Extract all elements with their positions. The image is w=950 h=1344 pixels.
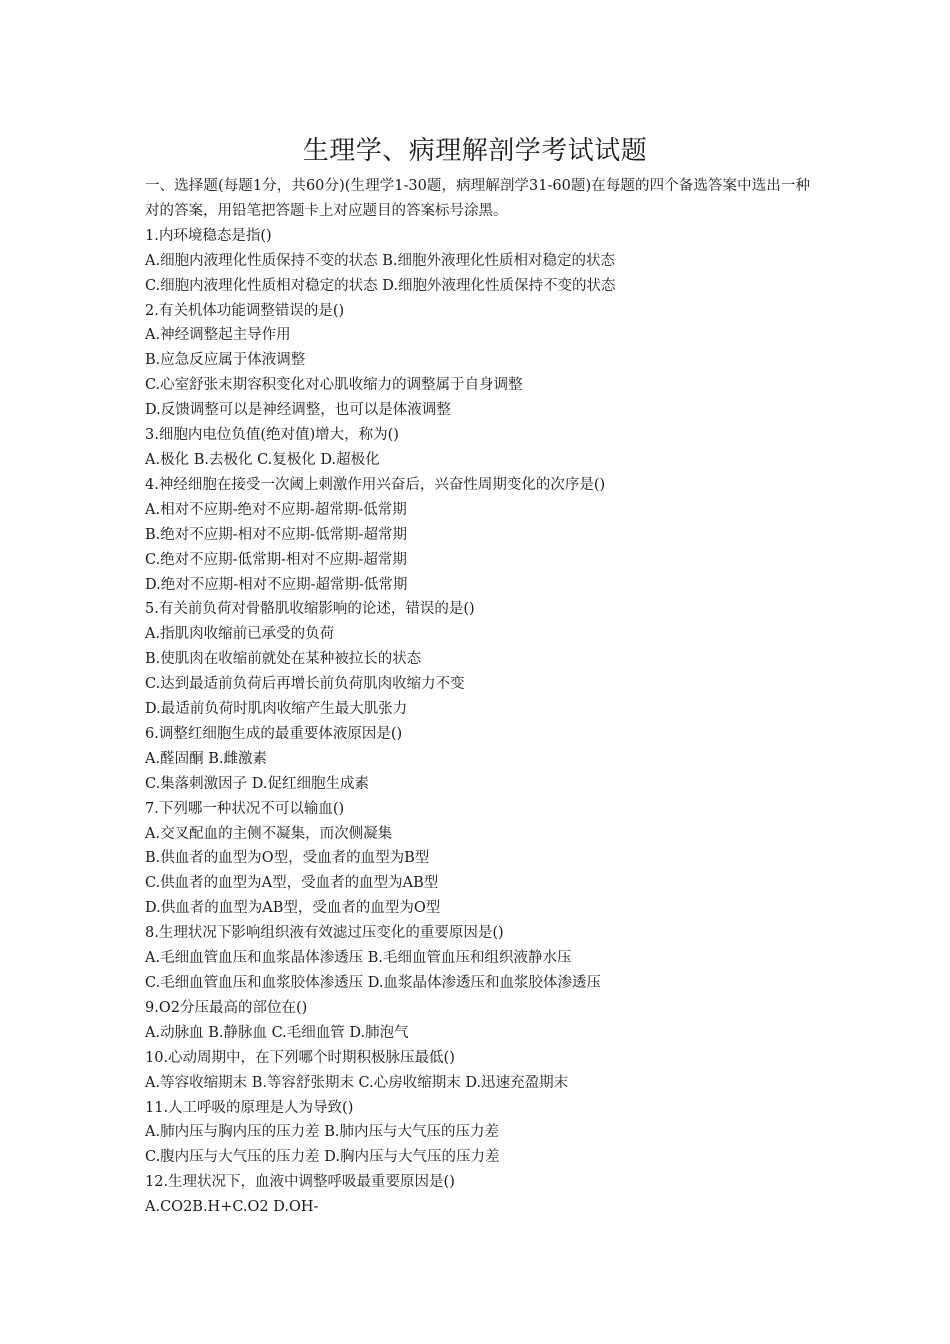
question-line: A.相对不应期-绝对不应期-超常期-低常期	[145, 501, 407, 518]
question-line: 12.生理状况下，血液中调整呼吸最重要原因是()	[145, 1174, 455, 1191]
question-list	[145, 224, 810, 1220]
question-line: C.腹内压与大气压的压力差 D.胸内压与大气压的压力差	[145, 1149, 500, 1166]
question-line: D.反馈调整可以是神经调整，也可以是体液调整	[145, 402, 451, 419]
question-line: 7.下列哪一种状况不可以输血()	[145, 800, 345, 817]
question-line: 11.人工呼吸的原理是人为导致()	[145, 1099, 354, 1116]
question-line: C.毛细血管血压和血浆胶体渗透压 D.血浆晶体渗透压和血浆胶体渗透压	[145, 975, 602, 991]
question-line: A.神经调整起主导作用	[145, 327, 291, 344]
question-line: 10.心动周期中，在下列哪个时期积极脉压最低()	[145, 1049, 455, 1066]
question-line: 4.神经细胞在接受一次阈上刺激作用兴奋后，兴奋性周期变化的次序是()	[145, 476, 606, 493]
question-line: A.动脉血 B.静脉血 C.毛细血管 D.肺泡气	[145, 1024, 409, 1041]
question-line: C.达到最适前负荷后再增长前负荷肌肉收缩力不变	[145, 676, 465, 693]
question-line: 9.O2分压最高的部位在()	[145, 999, 308, 1016]
question-line: A.毛细血管血压和血浆晶体渗透压 B.毛细血管血压和组织液静水压	[145, 950, 572, 967]
question-line: C.供血者的血型为A型，受血者的血型为AB型	[145, 875, 439, 892]
question-line: 3.细胞内电位负值(绝对值)增大，称为()	[145, 427, 399, 444]
section-intro: 一、选择题(每题1分，共60分)(生理学1-30题，病理解剖学31-60题)在每题的四个备选答案中选出一种对的答案，用铅笔把答题卡上对应题目的答案标号涂黑。	[145, 178, 810, 219]
question-line: B.绝对不应期-相对不应期-低常期-超常期	[145, 526, 407, 543]
question-line: C.细胞内液理化性质相对稳定的状态 D.细胞外液理化性质保持不变的状态	[145, 277, 616, 294]
question-line: A.细胞内液理化性质保持不变的状态 B.细胞外液理化性质相对稳定的状态	[145, 252, 615, 269]
question-line: A.醛固酮 B.雌激素	[145, 750, 267, 767]
question-line: 5.有关前负荷对骨骼肌收缩影响的论述，错误的是()	[145, 601, 475, 618]
question-line: 2.有关机体功能调整错误的是()	[145, 302, 345, 319]
question-line: C.集落刺激因子 D.促红细胞生成素	[145, 775, 370, 792]
question-line: A.极化 B.去极化 C.复极化 D.超极化	[145, 451, 380, 468]
document-body	[145, 174, 810, 1220]
question-line: A.交叉配血的主侧不凝集，而次侧凝集	[145, 825, 393, 842]
question-line: A.肺内压与胸内压的压力差 B.肺内压与大气压的压力差	[145, 1124, 499, 1141]
question-line: B.供血者的血型为O型，受血者的血型为B型	[145, 850, 430, 867]
question-line: C.心室舒张末期容积变化对心肌收缩力的调整属于自身调整	[145, 377, 523, 394]
question-line: B.使肌肉在收缩前就处在某种被拉长的状态	[145, 651, 422, 668]
question-line: A.等容收缩期末 B.等容舒张期末 C.心房收缩期末 D.迅速充盈期末	[145, 1074, 569, 1091]
question-line: A.指肌肉收缩前已承受的负荷	[145, 626, 335, 643]
question-line: 8.生理状况下影响组织液有效滤过压变化的重要原因是()	[145, 925, 504, 942]
question-line: A.CO2B.H+C.O2 D.OH-	[145, 1199, 319, 1216]
document-title: 生理学、病理解剖学考试试题	[302, 136, 648, 166]
question-line: 1.内环境稳态是指()	[145, 227, 272, 244]
question-line: D.最适前负荷时肌肉收缩产生最大肌张力	[145, 701, 408, 718]
question-line: D.绝对不应期-相对不应期-超常期-低常期	[145, 576, 408, 593]
question-line: D.供血者的血型为AB型，受血者的血型为O型	[145, 900, 441, 917]
question-line: C.绝对不应期-低常期-相对不应期-超常期	[145, 551, 407, 568]
question-line: B.应急反应属于体液调整	[145, 352, 306, 369]
question-line: 6.调整红细胞生成的最重要体液原因是()	[145, 725, 403, 742]
